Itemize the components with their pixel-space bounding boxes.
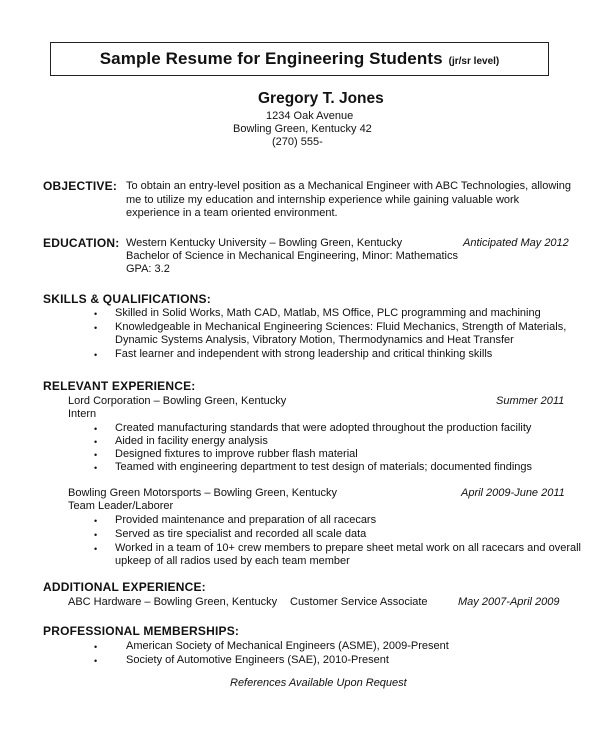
references-note: References Available Upon Request xyxy=(230,677,407,689)
job-org: Bowling Green Motorsports – Bowling Green, Kentucky xyxy=(68,487,338,499)
education-date: Anticipated May 2012 xyxy=(463,237,569,249)
job-item: Created manufacturing standards that were adopted throughout the production facility xyxy=(115,422,532,434)
additional-date: May 2007-April 2009 xyxy=(458,596,560,608)
job-item: Provided maintenance and preparation of all racecars xyxy=(115,514,377,526)
bullet: • xyxy=(94,642,98,652)
bullet: • xyxy=(94,544,98,554)
phone-number: (270) 555- xyxy=(272,136,323,148)
bullet: • xyxy=(94,323,98,333)
bullet: • xyxy=(94,450,98,460)
job-org: Lord Corporation – Bowling Green, Kentucky xyxy=(68,395,287,407)
membership-item: Society of Automotive Engineers (SAE), 2010-Present xyxy=(126,654,389,666)
additional-org: ABC Hardware – Bowling Green, Kentucky xyxy=(68,596,278,608)
bullet: • xyxy=(94,350,98,360)
bullet: • xyxy=(94,516,98,526)
job-item: Aided in facility energy analysis xyxy=(115,435,268,447)
bullet: • xyxy=(94,309,98,319)
bullet: • xyxy=(94,656,98,666)
page-title: Sample Resume for Engineering Students xyxy=(99,49,443,68)
objective-line: To obtain an entry-level position as a Mechanical Engineer with ABC Technologies, allowing xyxy=(126,180,571,192)
job-date: Summer 2011 xyxy=(496,395,565,407)
bullet: • xyxy=(94,437,98,447)
skill-item: Fast learner and independent with strong leadership and critical thinking skills xyxy=(115,348,493,360)
education-degree: Bachelor of Science in Mechanical Engineering, Minor: Mathematics xyxy=(126,250,458,262)
bullet: • xyxy=(94,530,98,540)
bullet: • xyxy=(94,424,98,434)
job-item: Teamed with engineering department to test design of materials; documented findings xyxy=(115,461,533,473)
title-box xyxy=(50,42,549,76)
skill-item-continued: Dynamic Systems Analysis, Vibratory Motion, Thermodynamics and Heat Transfer xyxy=(115,334,514,346)
address-street: 1234 Oak Avenue xyxy=(266,110,354,122)
experience-heading: RELEVANT EXPERIENCE: xyxy=(43,379,196,393)
page-subtitle: (jr/sr level) xyxy=(448,55,500,67)
education-heading: EDUCATION: xyxy=(43,236,120,250)
job-item: Designed fixtures to improve rubber flash material xyxy=(115,448,358,460)
job-role: Intern xyxy=(68,408,97,420)
skills-heading: SKILLS & QUALIFICATIONS: xyxy=(43,292,211,306)
education-gpa: GPA: 3.2 xyxy=(126,263,170,275)
job-item: Worked in a team of 10+ crew members to prepare sheet metal work on all racecars and overall xyxy=(115,542,581,554)
additional-role: Customer Service Associate xyxy=(290,596,428,608)
objective-line: me to utilize my education and internship experience while gaining valuable work xyxy=(126,194,520,206)
skill-item: Knowledgeable in Mechanical Engineering Sciences: Fluid Mechanics, Strength of Materials, xyxy=(115,321,567,333)
job-item: Served as tire specialist and recorded all scale data xyxy=(115,528,367,540)
objective-heading: OBJECTIVE: xyxy=(43,179,118,193)
job-role: Team Leader/Laborer xyxy=(68,500,174,512)
candidate-name: Gregory T. Jones xyxy=(258,90,384,107)
memberships-heading: PROFESSIONAL MEMBERSHIPS: xyxy=(43,624,240,638)
education-school: Western Kentucky University – Bowling Green, Kentucky xyxy=(126,237,403,249)
objective-line: experience in a team oriented environment. xyxy=(126,207,338,219)
additional-heading: ADDITIONAL EXPERIENCE: xyxy=(43,580,206,594)
bullet: • xyxy=(94,463,98,473)
job-item-continued: upkeep of all radios used by each team member xyxy=(115,555,350,567)
job-date: April 2009-June 2011 xyxy=(461,487,565,499)
address-city: Bowling Green, Kentucky 42 xyxy=(233,123,372,135)
skill-item: Skilled in Solid Works, Math CAD, Matlab, MS Office, PLC programming and machining xyxy=(115,307,541,319)
membership-item: American Society of Mechanical Engineers (ASME), 2009-Present xyxy=(126,640,449,652)
